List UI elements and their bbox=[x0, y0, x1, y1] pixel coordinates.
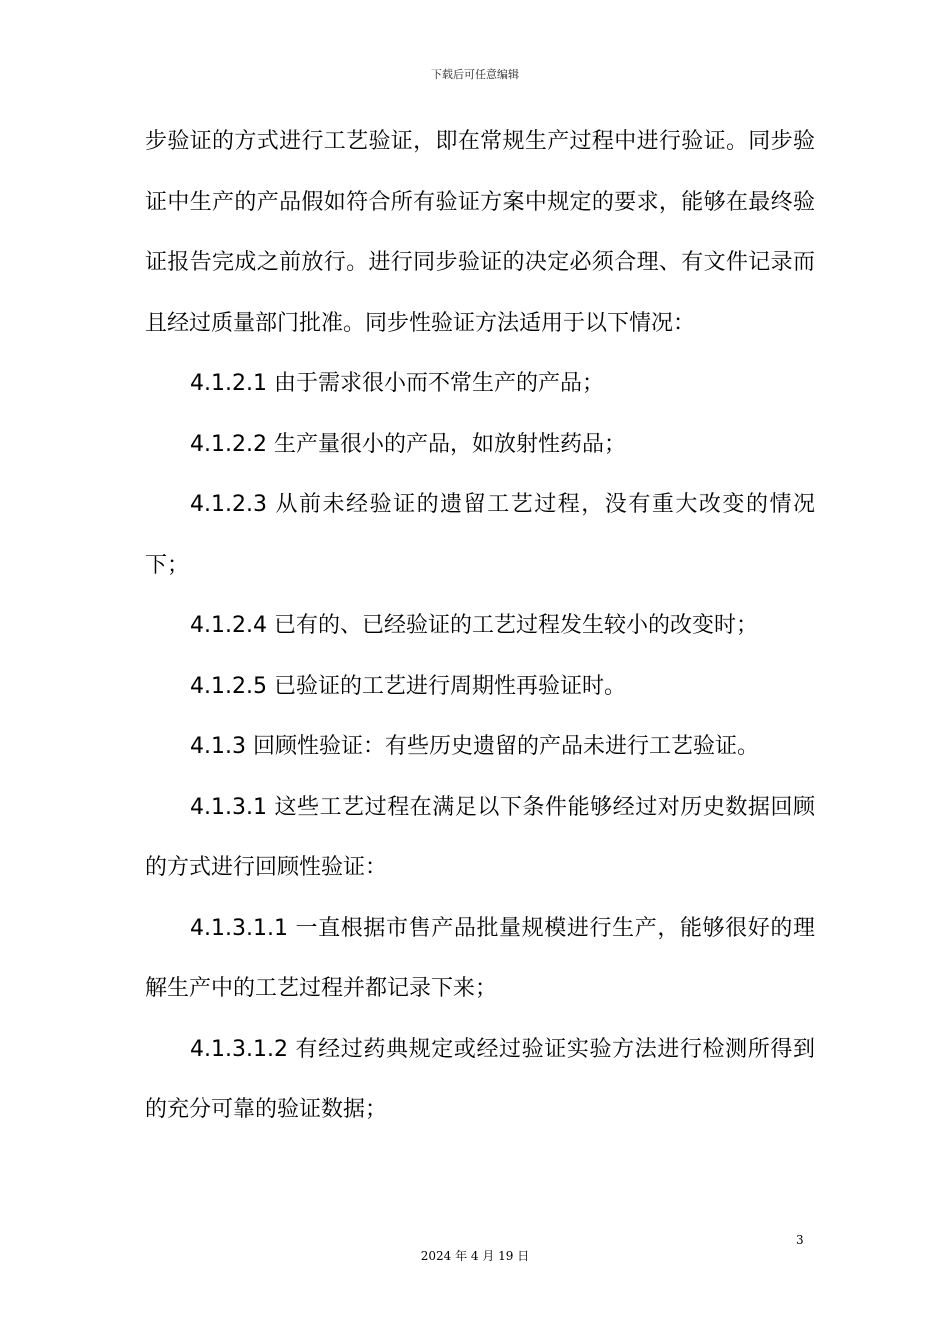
footer-date: 2024 年 4 月 19 日 bbox=[420, 1249, 530, 1263]
page-header: 下载后可任意编辑 bbox=[431, 68, 519, 81]
paragraph-item-4-1-2-5: 4.1.2.5 已验证的工艺进行周期性再验证时。 bbox=[190, 673, 626, 699]
paragraph-item-4-1-2-2: 4.1.2.2 生产量很小的产品，如放射性药品； bbox=[190, 431, 626, 457]
paragraph-item-4-1-2-1: 4.1.2.1 由于需求很小而不常生产的产品； bbox=[190, 371, 604, 396]
paragraph-item-4-1-3-1-1: 4.1.3.1.1 一直根据市售产品批量规模进行生产，能够很好的理解生产中的工艺过程并都记录下来； bbox=[145, 915, 815, 1001]
body-text bbox=[145, 112, 815, 1141]
paragraph-continuation: 步验证的方式进行工艺验证，即在常规生产过程中进行验证。同步验证中生产的产品假如符合所有验证方案中规定的要求，能够在最终验证报告完成之前放行。进行同步验证的决定必须合理、有文件记录而且经过质量部门批准。同步性验证方法适用于以下情况： bbox=[145, 129, 815, 336]
paragraph-item-4-1-2-3: 4.1.2.3 从前未经验证的遗留工艺过程，没有重大改变的情况下； bbox=[145, 492, 815, 578]
paragraph-item-4-1-3-1-2: 4.1.3.1.2 有经过药典规定或经过验证实验方法进行检测所得到的充分可靠的验证数据； bbox=[145, 1036, 815, 1122]
paragraph-item-4-1-3-1: 4.1.3.1 这些工艺过程在满足以下条件能够经过对历史数据回顾的方式进行回顾性验证： bbox=[145, 794, 815, 880]
paragraph-item-4-1-2-4: 4.1.2.4 已有的、已经验证的工艺过程发生较小的改变时； bbox=[190, 613, 758, 638]
paragraph-item-4-1-3: 4.1.3 回顾性验证：有些历史遗留的产品未进行工艺验证。 bbox=[190, 734, 759, 759]
page-number: 3 bbox=[796, 1233, 804, 1247]
